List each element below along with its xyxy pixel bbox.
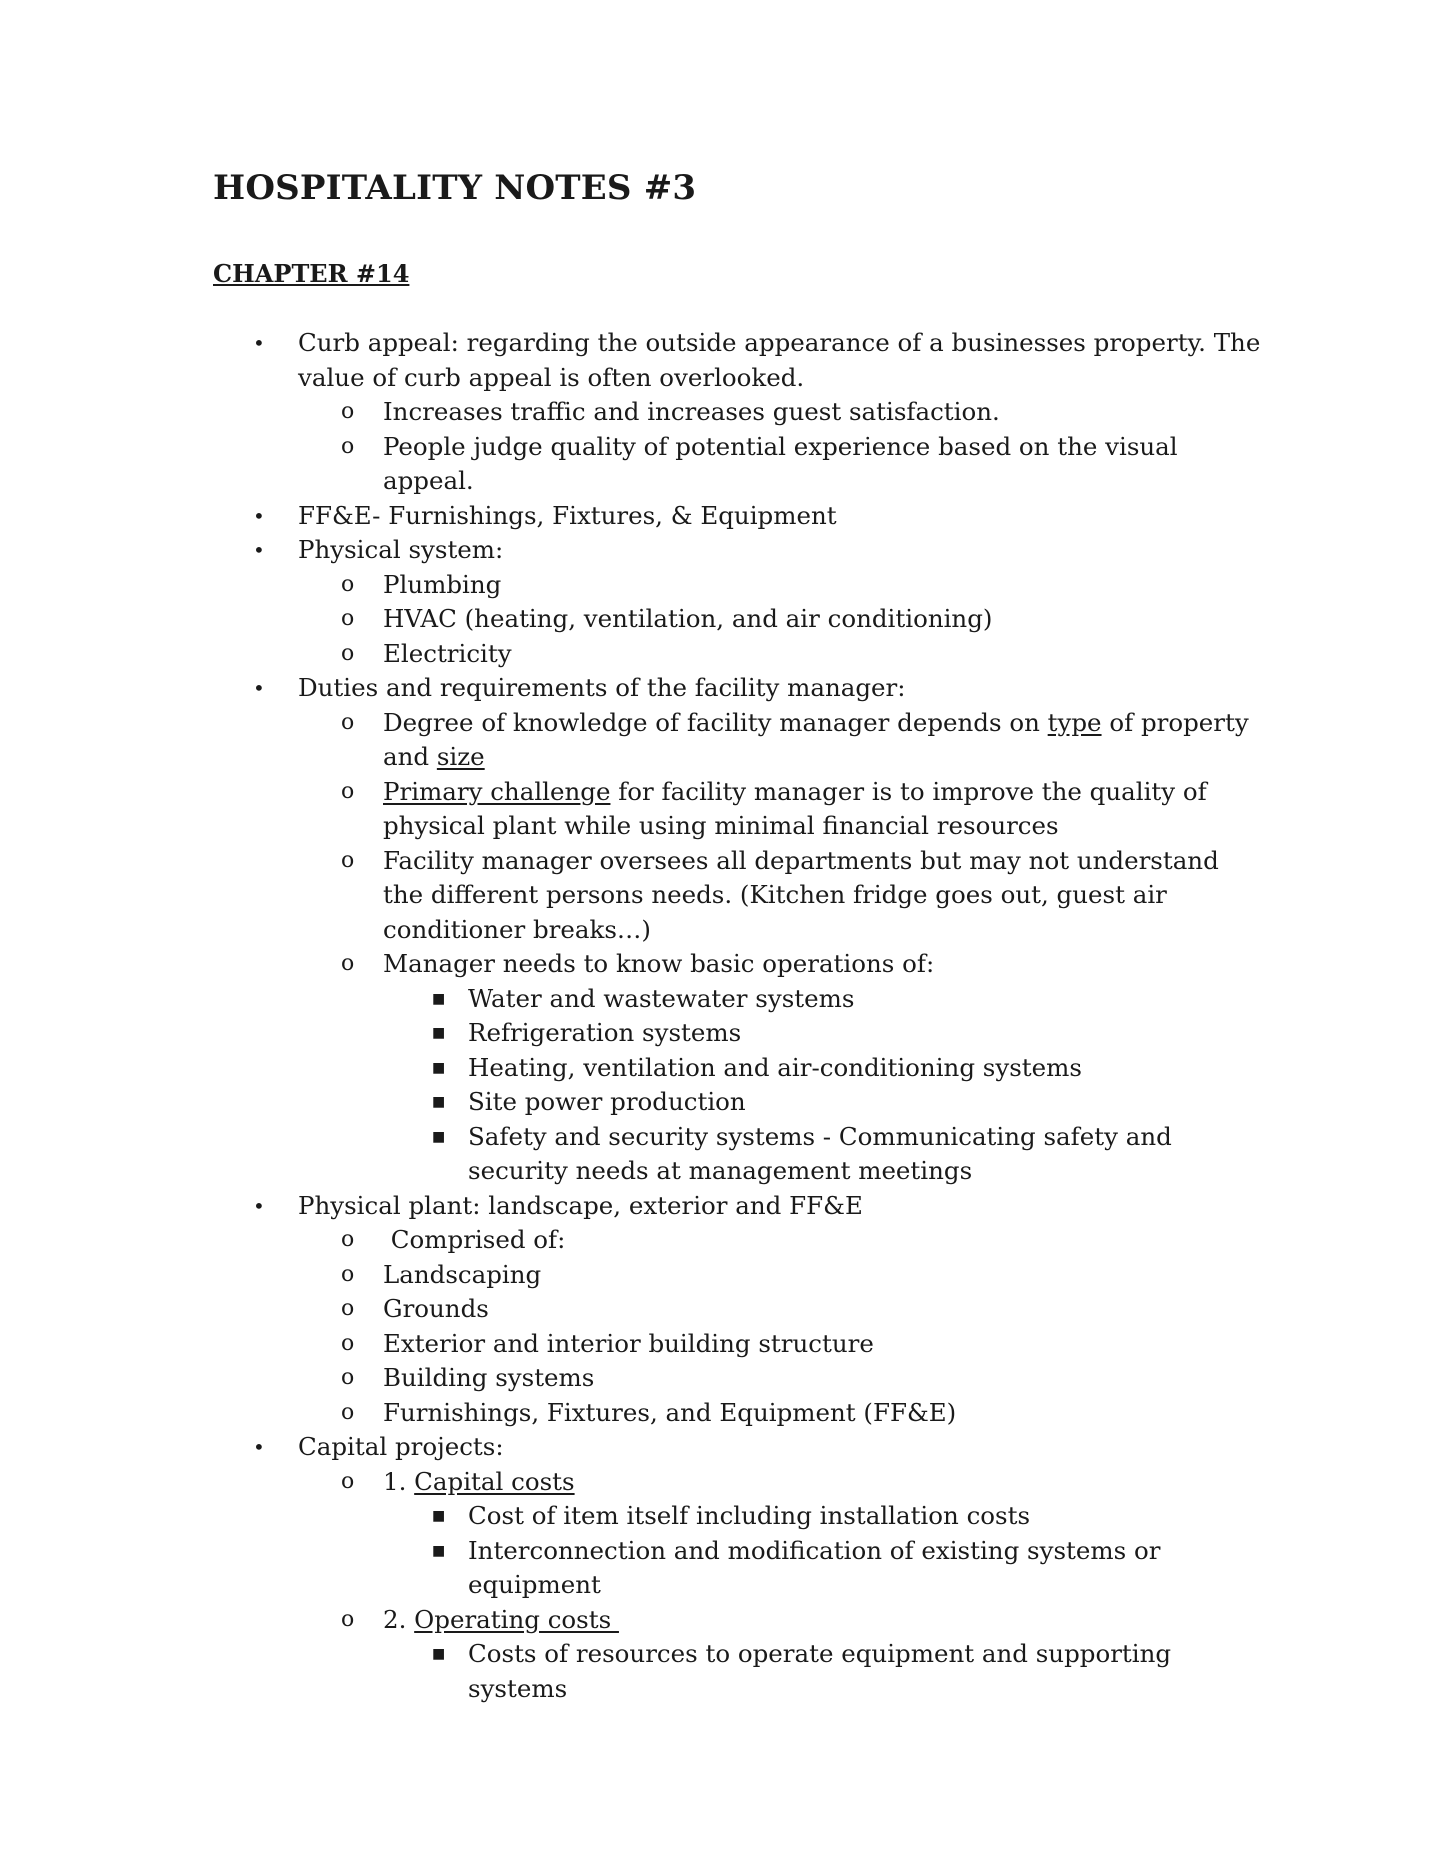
square-bullet-marker: ■ — [432, 1646, 446, 1662]
sub-sub-list-item-continuation: systems — [468, 1673, 568, 1703]
sub-list-item: o Manager needs to know basic operations of: — [0, 947, 1456, 982]
sub-list-item: o People judge quality of potential experience based on the visual — [0, 430, 1456, 465]
bullet-marker: • — [253, 1435, 265, 1459]
sub-sub-list-item: ■ Cost of item itself including installation costs — [0, 1499, 1456, 1534]
sub-bullet-marker: o — [341, 1227, 355, 1252]
sub-bullet-marker: o — [341, 778, 355, 804]
sub-list-item: o Electricity — [0, 637, 1456, 672]
list-item: • FF&E- Furnishings, Fixtures, & Equipment — [0, 499, 1456, 534]
sub-bullet-marker: o — [341, 1606, 355, 1632]
sub-list-item: o Grounds — [0, 1292, 1456, 1327]
list-item: • Physical plant: landscape, exterior and FF&E — [0, 1189, 1456, 1224]
sub-sub-list-item-continuation: security needs at management meetings — [468, 1156, 973, 1185]
bullet-marker: • — [253, 538, 265, 562]
sub-list-item: o Building systems — [0, 1361, 1456, 1396]
sub-list-item-continuation: physical plant while using minimal financial resources — [383, 811, 1059, 840]
bullet-marker: • — [253, 331, 265, 355]
list-item: • Capital projects: — [0, 1430, 1456, 1465]
sub-bullet-marker: o — [341, 951, 355, 976]
sub-sub-list-item-continuation: equipment — [468, 1570, 601, 1599]
sub-list-item-continuation: the different persons needs. (Kitchen fridge goes out, guest air — [383, 880, 1167, 909]
chapter-heading: CHAPTER #14 — [213, 259, 410, 288]
underlined-term: Primary challenge — [383, 776, 611, 806]
bullet-marker: • — [253, 503, 265, 528]
underlined-term: Operating costs — [414, 1604, 619, 1634]
sub-bullet-marker: o — [341, 571, 355, 597]
sub-sub-list-item: ■ Site power production — [0, 1085, 1456, 1120]
sub-list-item-continuation: appeal. — [383, 466, 474, 495]
list-item: • Physical system: — [0, 533, 1456, 568]
sub-list-item: o 2. Operating costs — [0, 1603, 1456, 1638]
sub-bullet-marker: o — [341, 1468, 355, 1494]
sub-list-item: o Primary challenge for facility manager is to improve the quality of — [0, 775, 1456, 810]
square-bullet-marker: ■ — [432, 1128, 446, 1145]
sub-bullet-marker: o — [341, 1330, 355, 1356]
sub-bullet-marker: o — [341, 847, 355, 873]
sub-bullet-marker: o — [341, 1261, 355, 1287]
bullet-marker: • — [253, 676, 265, 700]
square-bullet-marker: ■ — [432, 1508, 446, 1524]
sub-list-item: o Plumbing — [0, 568, 1456, 603]
sub-bullet-marker: o — [341, 433, 355, 459]
sub-sub-list-item: ■ Interconnection and modification of existing systems or — [0, 1534, 1456, 1569]
underlined-term: size — [436, 742, 485, 771]
sub-bullet-marker: o — [341, 640, 355, 666]
list-item: • Curb appeal: regarding the outside appearance of a businesses property. The — [0, 326, 1456, 361]
square-bullet-marker: ■ — [432, 1059, 446, 1076]
underlined-term: type — [1047, 707, 1102, 737]
sub-sub-list-item: ■ Water and wastewater systems — [0, 982, 1456, 1017]
square-bullet-marker: ■ — [432, 1025, 446, 1041]
sub-list-item: o Furnishings, Fixtures, and Equipment (FF&E) — [0, 1396, 1456, 1431]
square-bullet-marker: ■ — [432, 990, 446, 1007]
sub-list-item: o Increases traffic and increases guest satisfaction. — [0, 395, 1456, 430]
underlined-term: Capital costs — [414, 1466, 575, 1496]
sub-list-item: o Comprised of: — [0, 1223, 1456, 1258]
list-item: • Duties and requirements of the facility manager: — [0, 671, 1456, 706]
notes-list — [0, 326, 1456, 1706]
sub-sub-list-item: ■ Costs of resources to operate equipment and supporting — [0, 1637, 1456, 1672]
sub-bullet-marker: o — [341, 1296, 355, 1321]
sub-bullet-marker: o — [341, 709, 355, 735]
sub-sub-list-item: ■ Refrigeration systems — [0, 1016, 1456, 1051]
sub-list-item: o Degree of knowledge of facility manager depends on type of property — [0, 706, 1456, 741]
sub-sub-list-item: ■ Heating, ventilation and air-conditioning systems — [0, 1051, 1456, 1086]
document-title: HOSPITALITY NOTES #3 — [213, 168, 697, 208]
sub-bullet-marker: o — [341, 1399, 355, 1425]
sub-list-item: o HVAC (heating, ventilation, and air conditioning) — [0, 602, 1456, 637]
sub-list-item-continuation: and size — [383, 742, 485, 771]
square-bullet-marker: ■ — [432, 1542, 446, 1559]
sub-sub-list-item: ■ Safety and security systems - Communicating safety and — [0, 1120, 1456, 1155]
sub-list-item: o 1. Capital costs — [0, 1465, 1456, 1500]
bullet-marker: • — [253, 1193, 265, 1218]
sub-bullet-marker: o — [341, 1365, 355, 1390]
sub-list-item: o Landscaping — [0, 1258, 1456, 1293]
sub-list-item: o Facility manager oversees all departments but may not understand — [0, 844, 1456, 879]
sub-list-item: o Exterior and interior building structure — [0, 1327, 1456, 1362]
sub-bullet-marker: o — [341, 606, 355, 631]
square-bullet-marker: ■ — [432, 1094, 446, 1110]
sub-list-item-continuation: conditioner breaks…) — [383, 914, 651, 944]
sub-bullet-marker: o — [341, 399, 355, 424]
list-item-continuation: value of curb appeal is often overlooked. — [298, 362, 805, 392]
